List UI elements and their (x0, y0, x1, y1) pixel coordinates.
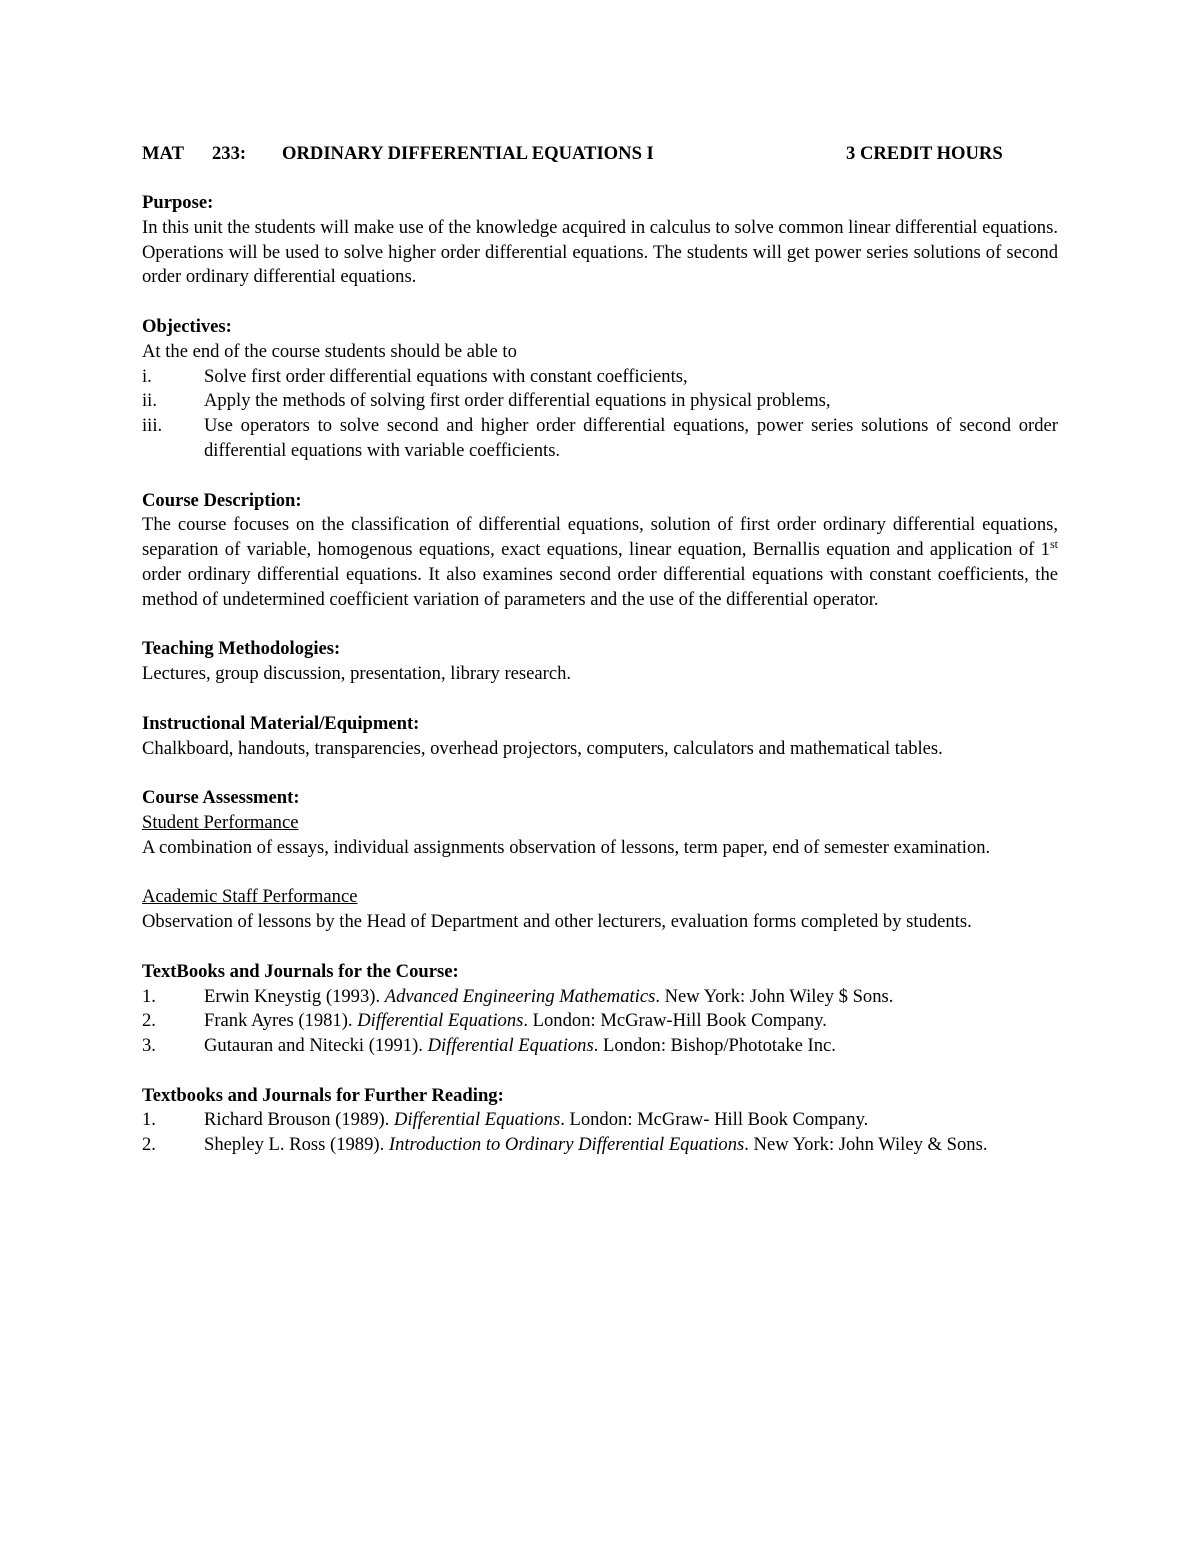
staff-performance-text: Observation of lessons by the Head of Department and other lecturers, evaluation forms completed by students. (142, 911, 972, 933)
reference-publisher: . London: McGraw-Hill Book Company. (523, 1010, 827, 1032)
list-item (142, 414, 1058, 464)
student-performance-text: A combination of essays, individual assignments observation of lessons, term paper, end of semester examination. (142, 836, 991, 858)
list-item-text: Apply the methods of solving first order differential equations in physical problems, (204, 390, 831, 412)
credit-hours: 3 CREDIT HOURS (846, 143, 1003, 164)
reference-publisher: . London: McGraw- Hill Book Company. (560, 1109, 869, 1131)
list-marker: 2. (142, 1134, 156, 1156)
teaching-section (142, 637, 1058, 687)
list-item (142, 1009, 1058, 1034)
teaching-heading: Teaching Methodologies: (142, 638, 341, 660)
description-section (142, 489, 1058, 613)
list-marker: ii. (142, 390, 157, 412)
further-reading-section (142, 1084, 1058, 1158)
assessment-section (142, 786, 1058, 860)
list-marker: 3. (142, 1035, 156, 1057)
reference-title: Differential Equations (357, 1010, 524, 1032)
reference-publisher: . London: Bishop/Phototake Inc. (593, 1035, 836, 1057)
reference-text (204, 985, 1058, 1010)
list-marker: i. (142, 365, 152, 387)
staff-performance-label: Academic Staff Performance (142, 886, 358, 908)
purpose-section (142, 191, 1058, 290)
staff-assessment-section (142, 885, 1058, 935)
purpose-heading: Purpose: (142, 192, 214, 213)
list-item (142, 365, 1058, 390)
textbooks-heading: TextBooks and Journals for the Course: (142, 960, 459, 982)
course-number: 233: (212, 143, 247, 164)
description-text (142, 513, 1058, 612)
objectives-heading: Objectives: (142, 315, 232, 337)
reference-text (204, 1034, 1058, 1059)
textbooks-list (142, 985, 1058, 1059)
list-item (142, 1108, 1058, 1133)
reference-text (204, 1009, 1058, 1034)
reference-title: Differential Equations (394, 1109, 561, 1131)
description-text-part1: The course focuses on the classification of differential equations, solution of first order ordinary differential equations, separation of variable, homogenous equations, exact equations, linear equation, Bernallis equation and application of 1 (142, 514, 1058, 561)
list-marker: 1. (142, 1109, 156, 1131)
list-item (142, 1133, 1058, 1158)
reference-title: Differential Equations (427, 1035, 594, 1057)
textbooks-section (142, 960, 1058, 1059)
materials-section (142, 712, 1058, 762)
reference-title: Introduction to Ordinary Differential Equations (388, 1134, 745, 1156)
list-item-text: Solve first order differential equations with constant coefficients, (204, 365, 688, 387)
teaching-text: Lectures, group discussion, presentation, library research. (142, 663, 572, 685)
materials-heading: Instructional Material/Equipment: (142, 712, 420, 734)
reference-author: Gutauran and Nitecki (1991). (204, 1035, 428, 1057)
reference-author: Frank Ayres (1981). (204, 1010, 358, 1032)
purpose-text: In this unit the students will make use of the knowledge acquired in calculus to solve common linear differential equations. Operations will be used to solve higher order differential equations. The students will get power series solutions of second order ordinary differential equations. (142, 216, 1058, 288)
reference-author: Shepley L. Ross (1989). (204, 1134, 389, 1156)
description-text-part2: order ordinary differential equations. It also examines second order differential equations with constant coefficients, the method of undetermined coefficient variation of parameters and the use of the differential operator. (142, 563, 1058, 610)
reference-text (204, 1133, 1058, 1158)
reference-text (204, 1108, 1058, 1133)
student-performance-label: Student Performance (142, 811, 299, 833)
course-document (142, 142, 1058, 1183)
list-item (142, 985, 1058, 1010)
course-header (142, 142, 1058, 166)
reference-publisher: . New York: John Wiley & Sons. (744, 1134, 988, 1156)
ordinal-superscript: st (1049, 536, 1058, 551)
list-marker: 1. (142, 985, 156, 1007)
objectives-section (142, 315, 1058, 464)
course-title: ORDINARY DIFFERENTIAL EQUATIONS I (282, 143, 654, 164)
objectives-list (142, 365, 1058, 464)
list-marker: iii. (142, 415, 163, 437)
further-reading-list (142, 1108, 1058, 1158)
list-marker: 2. (142, 1010, 156, 1032)
further-reading-heading: Textbooks and Journals for Further Reading: (142, 1084, 504, 1106)
reference-publisher: . New York: John Wiley $ Sons. (655, 985, 894, 1007)
reference-title: Advanced Engineering Mathematics (384, 985, 656, 1007)
materials-text: Chalkboard, handouts, transparencies, overhead projectors, computers, calculators and mathematical tables. (142, 737, 943, 759)
reference-author: Richard Brouson (1989). (204, 1109, 395, 1131)
list-item (142, 1034, 1058, 1059)
description-heading: Course Description: (142, 489, 302, 511)
objectives-intro: At the end of the course students should be able to (142, 340, 517, 362)
reference-author: Erwin Kneystig (1993). (204, 985, 385, 1007)
list-item-text: Use operators to solve second and higher order differential equations, power series solutions of second order differential equations with variable coefficients. (204, 415, 1058, 461)
list-item (142, 389, 1058, 414)
assessment-heading: Course Assessment: (142, 787, 300, 809)
course-code: MAT (142, 143, 184, 164)
